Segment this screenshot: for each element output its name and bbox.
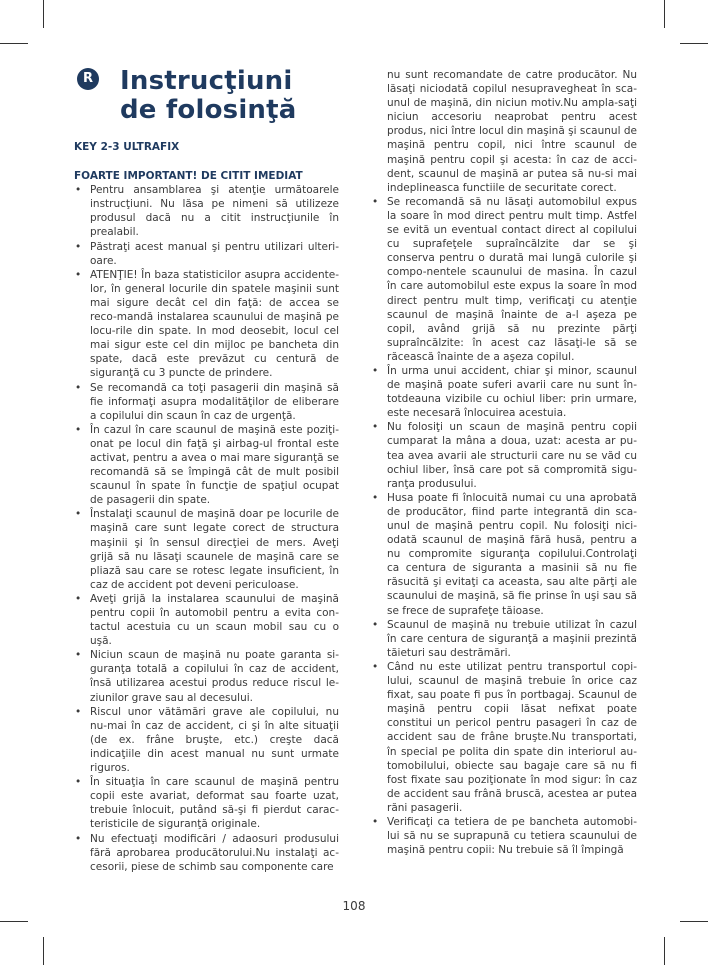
- list-item: • În urma unui accident, chiar şi minor, scaunul de maşină poate suferi avarii care nu sunt în-totdeauna vizibile cu ochiul liber: prin urmare, este necesară înlocuirea acestuia.: [371, 364, 637, 420]
- list-item: • Păstraţi acest manual şi pentru utilizari ulteri-oare.: [74, 240, 339, 268]
- list-item: • Husa poate fi înlocuită numai cu una aprobată de producător, fiind parte integrantă din sca-unul de maşină pentru copil. Nu folosiţi nici-odată scaunul de maşină fără husă, pentru a nu compromite siguranţa copilului.Controlaţi ca centura de siguranta a masinii să nu fie răsucită şi evitaţi ca aceasta, sau alte părţi ale scaunului de maşină, să fie prinse în uşi sau să se frece de suprafeţe tăioase.: [371, 491, 637, 618]
- language-badge: R: [77, 68, 99, 90]
- crop-mark: [0, 921, 28, 922]
- list-item: • În cazul în care scaunul de maşină este poziţi-onat pe locul din faţă şi airbag-ul frontal este activat, pentru a avea o mai mare siguranţă se recomandă să se împingă cât de mult posibil scaunul în spate în funcţie de spaţiul ocupat de pasagerii din spate.: [74, 423, 339, 508]
- instruction-list-right: [371, 195, 637, 857]
- right-column: [371, 68, 637, 857]
- left-column: [74, 140, 339, 874]
- crop-mark: [0, 43, 28, 44]
- crop-mark: [43, 0, 44, 28]
- list-item: • Nu folosiţi un scaun de maşină pentru copii cumparat la mâna a doua, uzat: acesta ar pu-tea avea avarii ale structurii care nu se văd cu ochiul liber, însă care pot să compromită sigu-ranţa produsului.: [371, 420, 637, 490]
- list-item: • În situaţia în care scaunul de maşină pentru copii este avariat, deformat sau foarte uzat, trebuie înlocuit, putând să-şi fi pierdut carac-teristicile de siguranţă originale.: [74, 775, 339, 831]
- page-number: 108: [342, 899, 366, 913]
- title-line-1: Instrucţiuni: [120, 66, 293, 96]
- crop-mark: [680, 921, 708, 922]
- title-line-2: de folosinţă: [120, 95, 297, 125]
- list-item: • Se recomandă să nu lăsaţi automobilul expus la soare în mod direct pentru mult timp. Astfel se evită un eventual contact direct al copilului cu suprafeţele supraîncălzite dar se şi conserva pentru o durată mai lungă culorile şi compo-nentele scaunului de masina. În cazul în care automobilul este expus la soare în mod direct pentru mult timp, verificaţi cu atenţie scaunul de maşină înainte de a-l aşeza pe copil, având grijă să nu prezinte părţi supraîncălzite: în acest caz lăsaţi-le să se răcească înainte de a aşeza copilul.: [371, 195, 637, 364]
- list-item: • Riscul unor vătămări grave ale copilului, nu nu-mai în caz de accident, ci şi în alte situaţii (de ex. frâne bruşte, etc.) creşte dacă indicaţiile din acest manual nu sunt urmate riguros.: [74, 705, 339, 775]
- instruction-list-left: [74, 183, 339, 874]
- list-item: • Se recomandă ca toţi pasagerii din maşină să fie informaţi asupra modalităţilor de eliberare a copilului din scaun în caz de urgenţă.: [74, 381, 339, 423]
- list-item: • Verificaţi ca tetiera de pe bancheta automobi-lui să nu se suprapună cu tetiera scaunului de maşină pentru copii: Nu trebuie să îl împingă: [371, 815, 637, 857]
- list-item: • Niciun scaun de maşină nu poate garanta si-guranţa totală a copilului în caz de accident, însă utilizarea acestui produs reduce riscul le-ziunilor grave sau al decesului.: [74, 648, 339, 704]
- list-item: • Aveţi grijă la instalarea scaunului de maşină pentru copii în automobil pentru a evita con-tactul acestuia cu un scaun mobil sau cu o uşă.: [74, 592, 339, 648]
- list-item: • Când nu este utilizat pentru transportul copi-lului, scaunul de maşină trebuie în orice caz fixat, sau poate fi pus în portbagaj. Scaunul de maşină pentru copii lăsat nefixat poate constitui un pericol pentru pasageri în caz de accident sau de frâne bruşte.Nu transportati, în special pe polita din spate din interiorul au-tomobilului, obiecte sau bagaje care să nu fi fost fixate sau poziţionate în mod sigur: în caz de accident sau frână bruscă, acestea ar putea răni pasagerii.: [371, 660, 637, 815]
- product-name: KEY 2-3 ULTRAFIX: [74, 141, 180, 153]
- list-item: • ATENŢIE! În baza statisticilor asupra accidente-lor, în general locurile din spatele maşinii sunt mai sigure decât cel din faţă: de accea se reco-mandă instalarea scaunului de maşină pe locu-rile din spate. In mod deosebit, locul cel mai sigur este cel din mijloc pe bancheta din spate, dacă este prevăzut cu centură de siguranţă cu 3 puncte de prindere.: [74, 268, 339, 381]
- list-item: • Nu efectuaţi modificări / adaosuri produsului fără aprobarea producătorului.Nu instalaţi ac-cesorii, piese de schimb sau componente care: [74, 832, 339, 874]
- continued-paragraph: nu sunt recomandate de catre producător. Nu lăsaţi niciodată copilul nesupravegheat în sca-unul de maşină, din niciun motiv.Nu ampla-saţi niciun accesoriu neaprobat pentru acest produs, nici între locul din maşină şi scaunul de maşină pentru copil, nici între scaunul de maşină pentru copil şi acesta: în caz de acci-dent, scaunul de maşină ar putea să nu-si mai indeplineasca functiile de securitate corect.: [387, 69, 637, 194]
- list-item: • Scaunul de maşină nu trebuie utilizat în cazul în care centura de siguranţă a maşinii prezintă tăieturi sau destrămări.: [371, 618, 637, 660]
- list-item: • Înstalaţi scaunul de maşină doar pe locurile de maşină care sunt legate corect de structura maşinii şi în sensul direcţiei de mers. Aveţi grijă să nu lăsaţi scaunele de maşină care se pliază sau care se rotesc legate insuficient, în caz de accident pot deveni periculoase.: [74, 507, 339, 592]
- list-item: • Pentru ansamblarea şi atenţie următoarele instrucţiuni. Nu lăsa pe nimeni să utilizeze produsul dacă nu a citit instrucţiunile în prealabil.: [74, 183, 339, 239]
- crop-mark: [664, 937, 665, 965]
- crop-mark: [664, 0, 665, 28]
- crop-mark: [680, 43, 708, 44]
- crop-mark: [43, 937, 44, 965]
- important-heading: FOARTE IMPORTANT! DE CITIT IMEDIAT: [74, 170, 303, 183]
- page-title: [120, 67, 297, 125]
